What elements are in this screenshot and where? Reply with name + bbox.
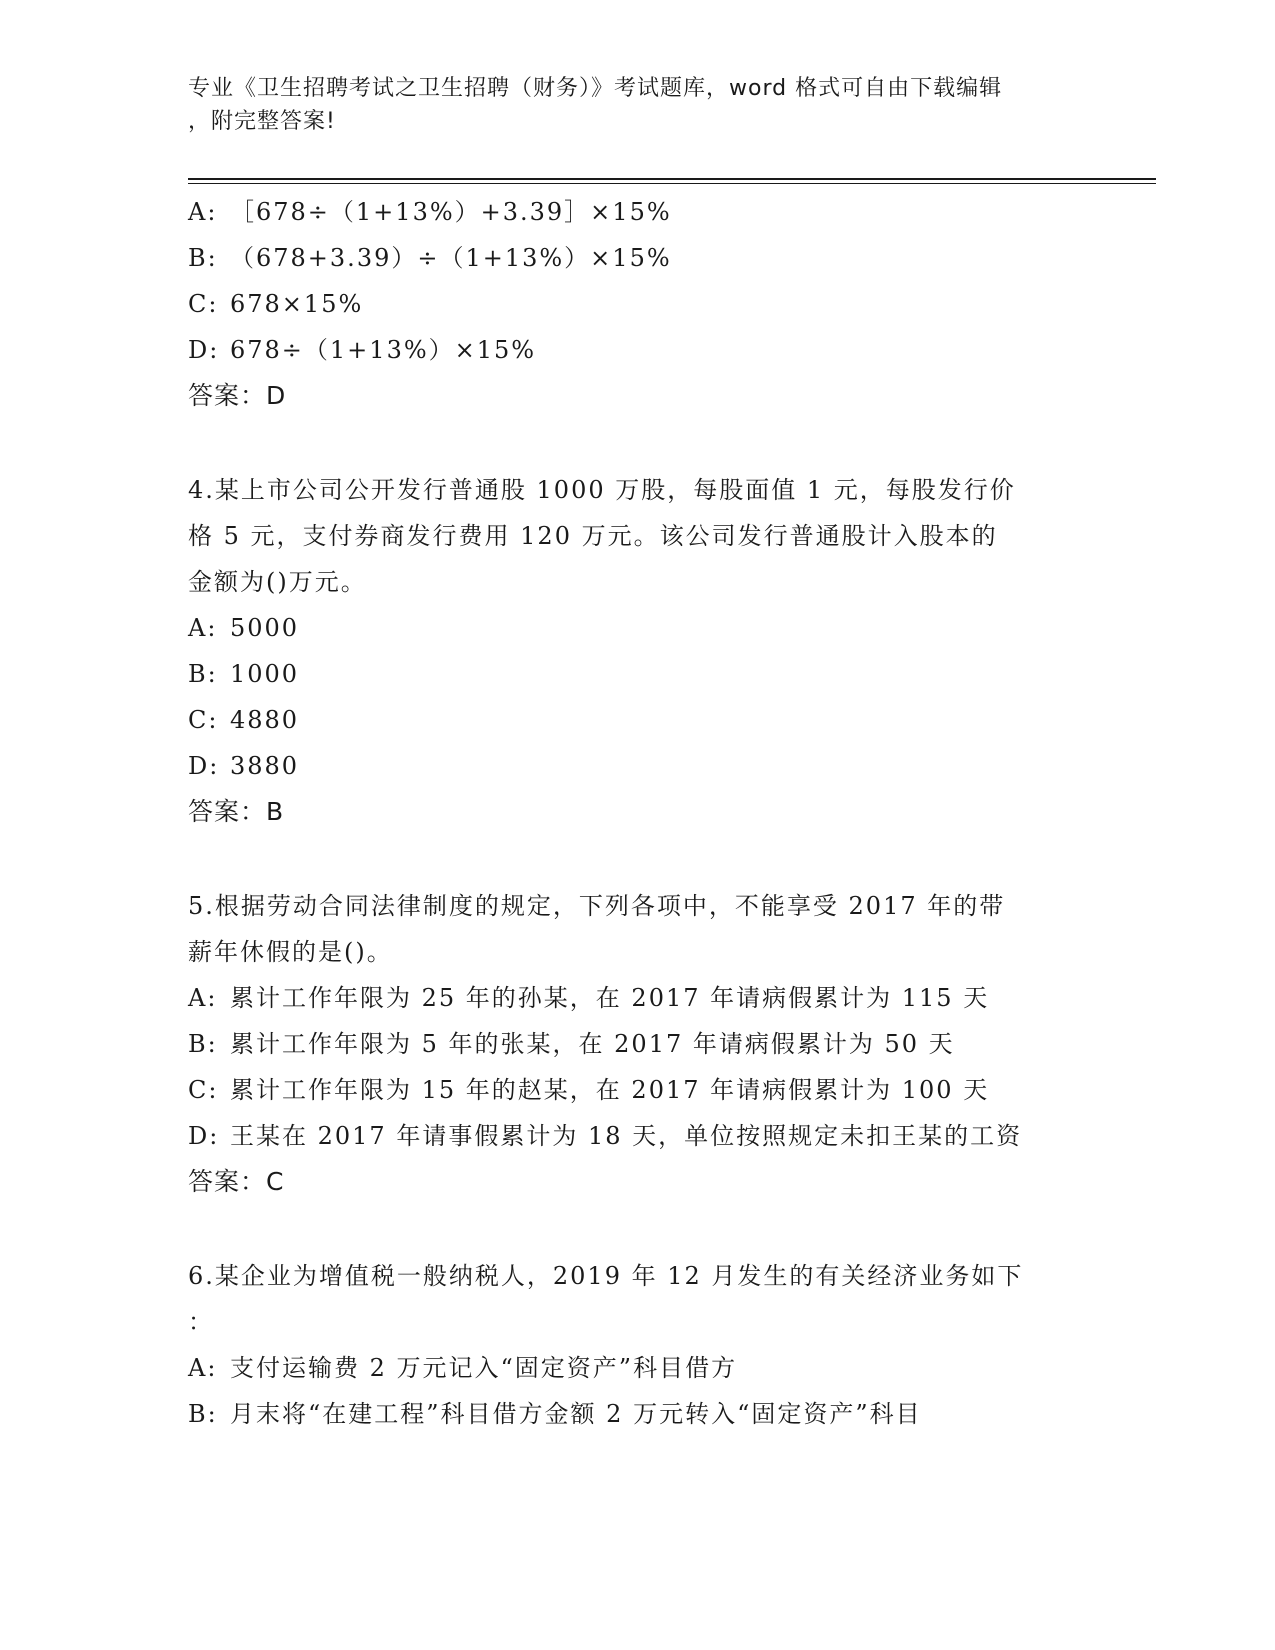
option-b: B: 累计工作年限为 5 年的张某，在 2017 年请病假累计为 50 天 — [188, 1030, 955, 1058]
option-d: D: 3880 — [188, 752, 300, 780]
question-text: 薪年休假的是()。 — [188, 938, 393, 966]
option-c: C: 4880 — [188, 706, 300, 734]
question-text: 5.根据劳动合同法律制度的规定，下列各项中，不能享受 2017 年的带 — [188, 892, 1006, 920]
option-c: C: 累计工作年限为 15 年的赵某，在 2017 年请病假累计为 100 天 — [188, 1076, 990, 1104]
header-divider-thin — [188, 183, 1156, 184]
answer: 答案：B — [188, 797, 285, 826]
question-text: 4.某上市公司公开发行普通股 1000 万股，每股面值 1 元，每股发行价 — [188, 476, 1016, 504]
question-4 — [188, 467, 1088, 835]
option-d: D: 王某在 2017 年请事假累计为 18 天，单位按照规定未扣王某的工资 — [188, 1122, 1023, 1150]
question-text: ： — [188, 1308, 214, 1336]
question-3 — [188, 189, 1088, 419]
question-text: 6.某企业为增值税一般纳税人，2019 年 12 月发生的有关经济业务如下 — [188, 1262, 1024, 1290]
option-a: A: 支付运输费 2 万元记入“固定资产”科目借方 — [188, 1354, 738, 1382]
option-b: B: 1000 — [188, 660, 300, 688]
question-text: 金额为()万元。 — [188, 568, 367, 596]
document-header — [188, 72, 1088, 138]
question-content — [188, 189, 1088, 1437]
question-text: 格 5 元，支付券商发行费用 120 万元。该公司发行普通股计入股本的 — [188, 522, 998, 550]
option-d: D: 678÷（1+13%）×15% — [188, 336, 537, 364]
answer: 答案：C — [188, 1167, 285, 1196]
question-5 — [188, 883, 1088, 1205]
option-b: B: （678+3.39）÷（1+13%）×15% — [188, 244, 672, 272]
option-a: A: 5000 — [188, 614, 300, 642]
option-b: B: 月末将“在建工程”科目借方金额 2 万元转入“固定资产”科目 — [188, 1400, 922, 1428]
answer: 答案：D — [188, 381, 287, 410]
header-line-1: 专业《卫生招聘考试之卫生招聘（财务）》考试题库，word 格式可自由下载编辑 — [188, 76, 1003, 101]
header-line-2: ，附完整答案! — [188, 109, 336, 134]
question-6 — [188, 1253, 1088, 1437]
option-c: C: 678×15% — [188, 290, 364, 318]
header-divider-thick — [188, 178, 1156, 180]
option-a: A: ［678÷（1+13%）+3.39］×15% — [188, 198, 672, 226]
option-a: A: 累计工作年限为 25 年的孙某，在 2017 年请病假累计为 115 天 — [188, 984, 990, 1012]
